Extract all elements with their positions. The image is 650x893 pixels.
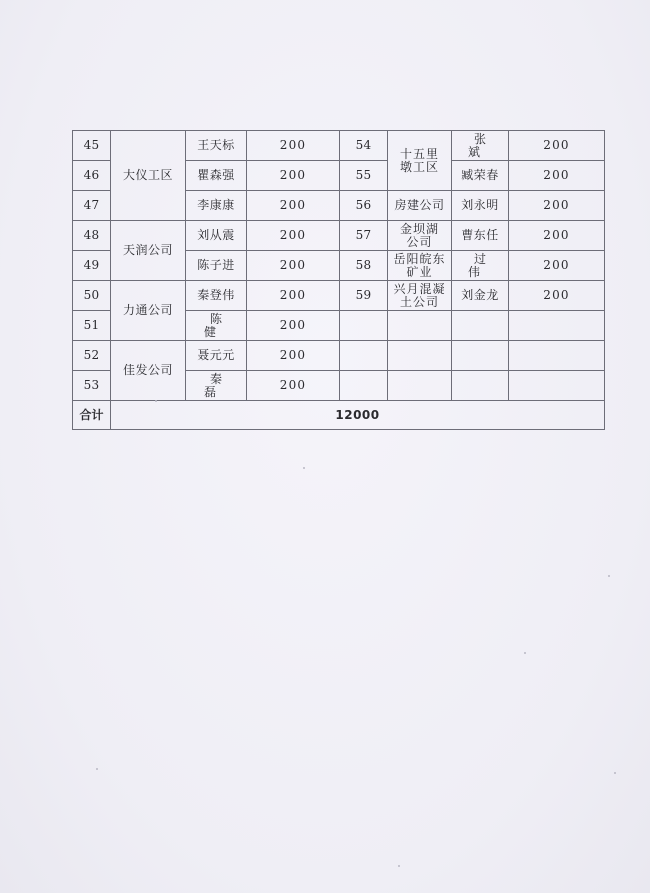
name-cell: 秦 磊 (186, 371, 247, 401)
row-number: 50 (73, 281, 111, 311)
unit-cell (388, 281, 452, 311)
unit-text: 十五里墩工区 (399, 146, 439, 174)
name-cell: 张 斌 (452, 131, 509, 161)
total-row (73, 401, 605, 430)
total-label: 合计 (73, 401, 111, 430)
amount-cell: 200 (509, 191, 605, 221)
unit-cell (388, 251, 452, 281)
name-cell: 秦登伟 (186, 281, 247, 311)
row-number: 59 (340, 281, 388, 311)
amount-cell: 200 (247, 311, 340, 341)
scan-speck (303, 467, 305, 469)
unit-cell: 大仪工区 (111, 131, 186, 221)
scan-speck (614, 772, 616, 774)
name-cell: 王天标 (186, 131, 247, 161)
unit-text: 兴月混凝土公司 (393, 281, 446, 309)
scan-speck (608, 575, 610, 577)
empty-cell (388, 341, 452, 371)
empty-cell (509, 341, 605, 371)
empty-cell (388, 371, 452, 401)
amount-cell: 200 (509, 221, 605, 251)
amount-cell: 200 (509, 251, 605, 281)
name-cell: 刘金龙 (452, 281, 509, 311)
empty-cell (452, 311, 509, 341)
unit-cell: 天润公司 (111, 221, 186, 281)
unit-cell: 力通公司 (111, 281, 186, 341)
name-cell: 曹东任 (452, 221, 509, 251)
amount-cell: 200 (247, 251, 340, 281)
empty-cell (509, 371, 605, 401)
amount-cell: 200 (509, 131, 605, 161)
name-cell: 陈子进 (186, 251, 247, 281)
amount-cell: 200 (247, 191, 340, 221)
name-cell: 聂元元 (186, 341, 247, 371)
empty-cell (340, 311, 388, 341)
name-cell: 陈 健 (186, 311, 247, 341)
unit-cell: 佳发公司 (111, 341, 186, 401)
unit-text: 岳阳皖东矿业 (393, 251, 446, 279)
subsidy-table (72, 130, 605, 430)
amount-cell: 200 (509, 161, 605, 191)
amount-cell: 200 (247, 341, 340, 371)
row-number: 56 (340, 191, 388, 221)
empty-cell (340, 371, 388, 401)
table-row (73, 341, 605, 371)
row-number: 52 (73, 341, 111, 371)
row-number: 46 (73, 161, 111, 191)
empty-cell (452, 371, 509, 401)
amount-cell: 200 (247, 131, 340, 161)
amount-cell: 200 (247, 161, 340, 191)
unit-cell (388, 221, 452, 251)
empty-cell (388, 311, 452, 341)
name-cell: 过 伟 (452, 251, 509, 281)
name-cell: 李康康 (186, 191, 247, 221)
unit-cell: 房建公司 (388, 191, 452, 221)
amount-cell: 200 (509, 281, 605, 311)
row-number: 49 (73, 251, 111, 281)
scan-speck (96, 768, 98, 770)
row-number: 57 (340, 221, 388, 251)
name-cell: 刘永明 (452, 191, 509, 221)
unit-text: 金坝湖公司 (399, 221, 439, 249)
empty-cell (340, 341, 388, 371)
table-row (73, 131, 605, 161)
row-number: 58 (340, 251, 388, 281)
scan-speck (155, 400, 157, 402)
amount-cell: 200 (247, 281, 340, 311)
row-number: 55 (340, 161, 388, 191)
empty-cell (452, 341, 509, 371)
table-row (73, 221, 605, 251)
empty-cell (509, 311, 605, 341)
amount-cell: 200 (247, 371, 340, 401)
row-number: 53 (73, 371, 111, 401)
name-cell: 瞿森强 (186, 161, 247, 191)
row-number: 45 (73, 131, 111, 161)
name-cell: 臧荣春 (452, 161, 509, 191)
total-value: 12000 (111, 401, 605, 430)
scan-speck (398, 865, 400, 867)
row-number: 54 (340, 131, 388, 161)
unit-cell (388, 131, 452, 191)
table-row (73, 281, 605, 311)
row-number: 48 (73, 221, 111, 251)
row-number: 51 (73, 311, 111, 341)
scan-speck (524, 652, 526, 654)
row-number: 47 (73, 191, 111, 221)
amount-cell: 200 (247, 221, 340, 251)
name-cell: 刘从震 (186, 221, 247, 251)
